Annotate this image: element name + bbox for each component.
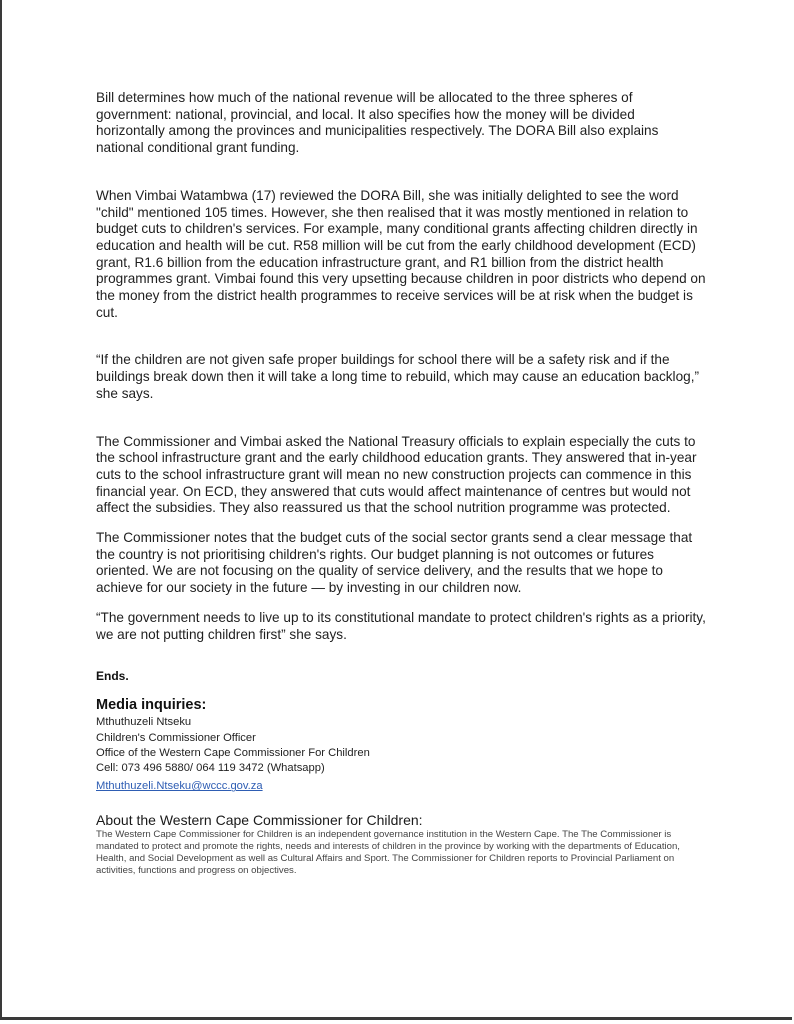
about-text: The Western Cape Commissioner for Children is an independent governance institution in the Western Cape. The The Commissioner is mandated to protect and promote the rights, needs and interests of children in the province by working with the departments of Education, Health, and Social Development as well as Cultural Affairs and Sport. The Commissioner for Children reports to Provincial Parliament on activities, functions and progress on objectives. bbox=[96, 828, 680, 876]
contact-email-link[interactable]: Mthuthuzeli.Ntseku@wccc.gov.za bbox=[96, 780, 263, 793]
paragraph-vimbai-review: When Vimbai Watambwa (17) reviewed the DORA Bill, she was initially delighted to see the word "child" mentioned 105 times. However, she then realised that it was mostly mentioned in relation to budget cuts to children's services. For example, many conditional grants affecting children directly in education and health will be cut. R58 million will be cut from the early childhood development (ECD) grant, R1.6 billion from the education infrastructure grant, and R1 billion from the district health programmes grant. Vimbai found this very upsetting because children in poor districts who depend on the money from the district health programmes to receive services will be at risk when the budget is cut. bbox=[96, 187, 706, 320]
paragraph-safety-quote: “If the children are not given safe proper buildings for school there will be a safety risk and if the buildings break down then it will take a long time to rebuild, which may cause an education backlog,” she says. bbox=[96, 352, 699, 401]
contact-role: Children's Commissioner Officer bbox=[96, 731, 256, 744]
about-section bbox=[96, 812, 706, 877]
ends-marker: Ends. bbox=[96, 669, 129, 684]
media-inquiries bbox=[96, 697, 706, 794]
paragraph-treasury-answers: The Commissioner and Vimbai asked the National Treasury officials to explain especially the cuts to the school infrastructure grant and the early childhood education grants. They answered that in-year cuts to the school infrastructure grant will mean no new construction projects can commence in this financial year. On ECD, they answered that cuts would affect maintenance of centres but would not affect the subsidies. They also reassured us that the school nutrition programme was protected. bbox=[96, 433, 697, 516]
document-body bbox=[96, 90, 706, 877]
paragraph-commissioner-notes: The Commissioner notes that the budget cuts of the social sector grants send a clear message that the country is not prioritising children's rights. Our budget planning is not outcomes or futures oriented. We are not focusing on the quality of service delivery, and the results that we hope to achieve for our society in the future — by investing in our children now. bbox=[96, 530, 693, 596]
paragraph-government-quote: “The government needs to live up to its constitutional mandate to protect children's rights as a priority, we are not putting children first” she says. bbox=[96, 609, 706, 642]
contact-cell: Cell: 073 496 5880/ 064 119 3472 (Whatsapp) bbox=[96, 762, 325, 775]
paragraph-dora-bill: Bill determines how much of the national revenue will be allocated to the three spheres of government: national, provincial, and local. It also specifies how the money will be divided horizontally among the provinces and municipalities respectively. The DORA Bill also explains national conditional grant funding. bbox=[96, 90, 659, 156]
about-heading: About the Western Cape Commissioner for Children: bbox=[96, 811, 423, 828]
contact-office: Office of the Western Cape Commissioner For Children bbox=[96, 746, 370, 759]
media-inquiries-heading: Media inquiries: bbox=[96, 697, 207, 714]
contact-name: Mthuthuzeli Ntseku bbox=[96, 716, 192, 729]
